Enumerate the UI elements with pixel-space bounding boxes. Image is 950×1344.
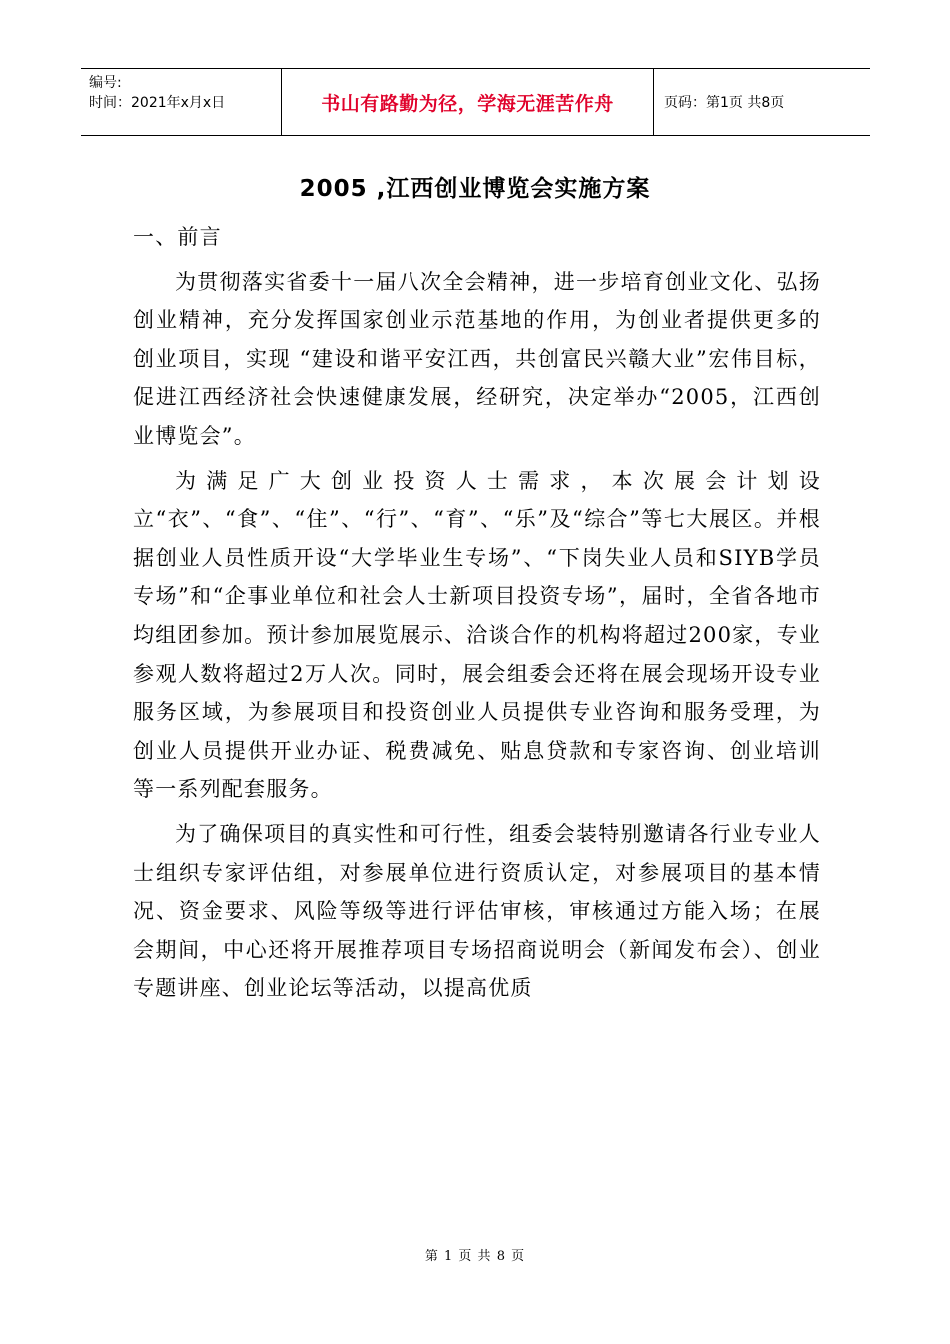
time-label: 时间：2021年x月x日 [89, 95, 226, 111]
paragraph: 为了确保项目的真实性和可行性，组委会装特别邀请各行业专业人士组织专家评估组，对参展单位进行资质认定，对参展项目的基本情况、资金要求、风险等级等进行评估审核，审核通过方能入场；在展会期间，中心还将开展推荐项目专场招商说明会（新闻发布会）、创业专题讲座、创业论坛等活动，以提高优质 [133, 821, 821, 1001]
page-footer: 第 1 页 共 8 页 [424, 1249, 526, 1264]
document-title: 2005 ,江西创业博览会实施方案 [299, 176, 651, 202]
paragraph: 为满足广大创业投资人士需求，本次展会计划设立“衣”、“食”、“住”、“行”、“育”、“乐”及“综合”等七大展区。并根据创业人员性质开设“大学毕业生专场”、“下岗失业人员和SIYB学员专场”和“企事业单位和社会人士新项目投资专场”，届时，全省各地市均组团参加。预计参加展览展示、洽谈合作的机构将超过200家，专业参观人数将超过2万人次。同时，展会组委会还将在展会现场开设专业服务区域，为参展项目和投资创业人员提供专业咨询和服务受理，为创业人员提供开业办证、税费减免、贴息贷款和专家咨询、创业培训等一系列配套服务。 [133, 468, 821, 802]
document-header [81, 68, 870, 136]
document-body [133, 218, 821, 1014]
section-heading: 一、前言 [133, 225, 222, 249]
header-meta [81, 69, 281, 135]
number-label: 编号: [89, 75, 122, 91]
header-motto: 书山有路勤为径，学海无涯苦作舟 [281, 69, 654, 135]
paragraph: 为贯彻落实省委十一届八次全会精神，进一步培育创业文化、弘扬创业精神，充分发挥国家创业示范基地的作用，为创业者提供更多的创业项目，实现 “建设和谐平安江西，共创富民兴赣大业”宏伟目标，促进江西经济社会快速健康发展，经研究，决定举办“2005，江西创业博览会”。 [133, 269, 821, 448]
header-page-label: 页码：第1页 共8页 [664, 95, 785, 111]
